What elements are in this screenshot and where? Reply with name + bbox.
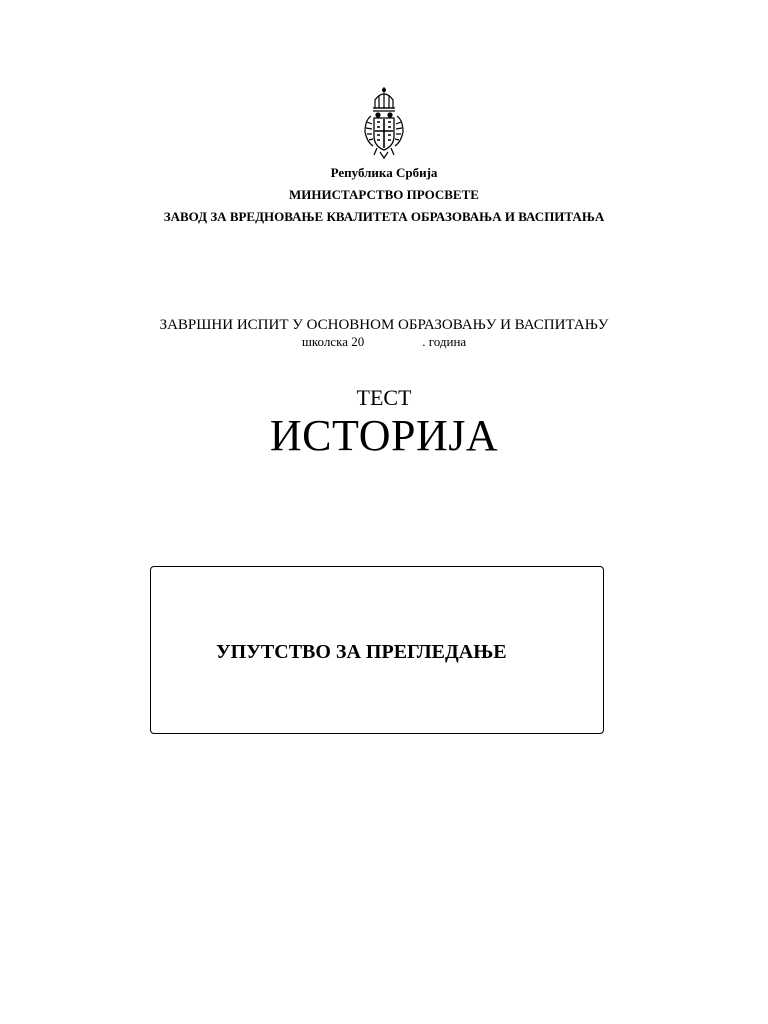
- subject-title: ИСТОРИЈА: [269, 411, 499, 460]
- instructions-title: УПУТСТВО ЗА ПРЕГЛЕДАЊЕ: [216, 641, 507, 663]
- school-year: [0, 335, 768, 348]
- institute-name: ЗАВОД ЗА ВРЕДНОВАЊЕ КВАЛИТЕТА ОБРАЗОВАЊА И ВАСПИТАЊА: [163, 209, 605, 224]
- exam-title: ЗАВРШНИ ИСПИТ У ОСНОВНОМ ОБРАЗОВАЊУ И ВАСПИТАЊУ: [159, 317, 609, 333]
- ministry-name: МИНИСТАРСТВО ПРОСВЕТЕ: [289, 187, 479, 202]
- school-year-prefix: школска 20: [301, 334, 365, 349]
- coat-of-arms-icon: [363, 86, 405, 160]
- school-year-suffix: . година: [422, 334, 467, 349]
- test-label: ТЕСТ: [356, 385, 412, 410]
- republic-name: Република Србија: [330, 165, 438, 180]
